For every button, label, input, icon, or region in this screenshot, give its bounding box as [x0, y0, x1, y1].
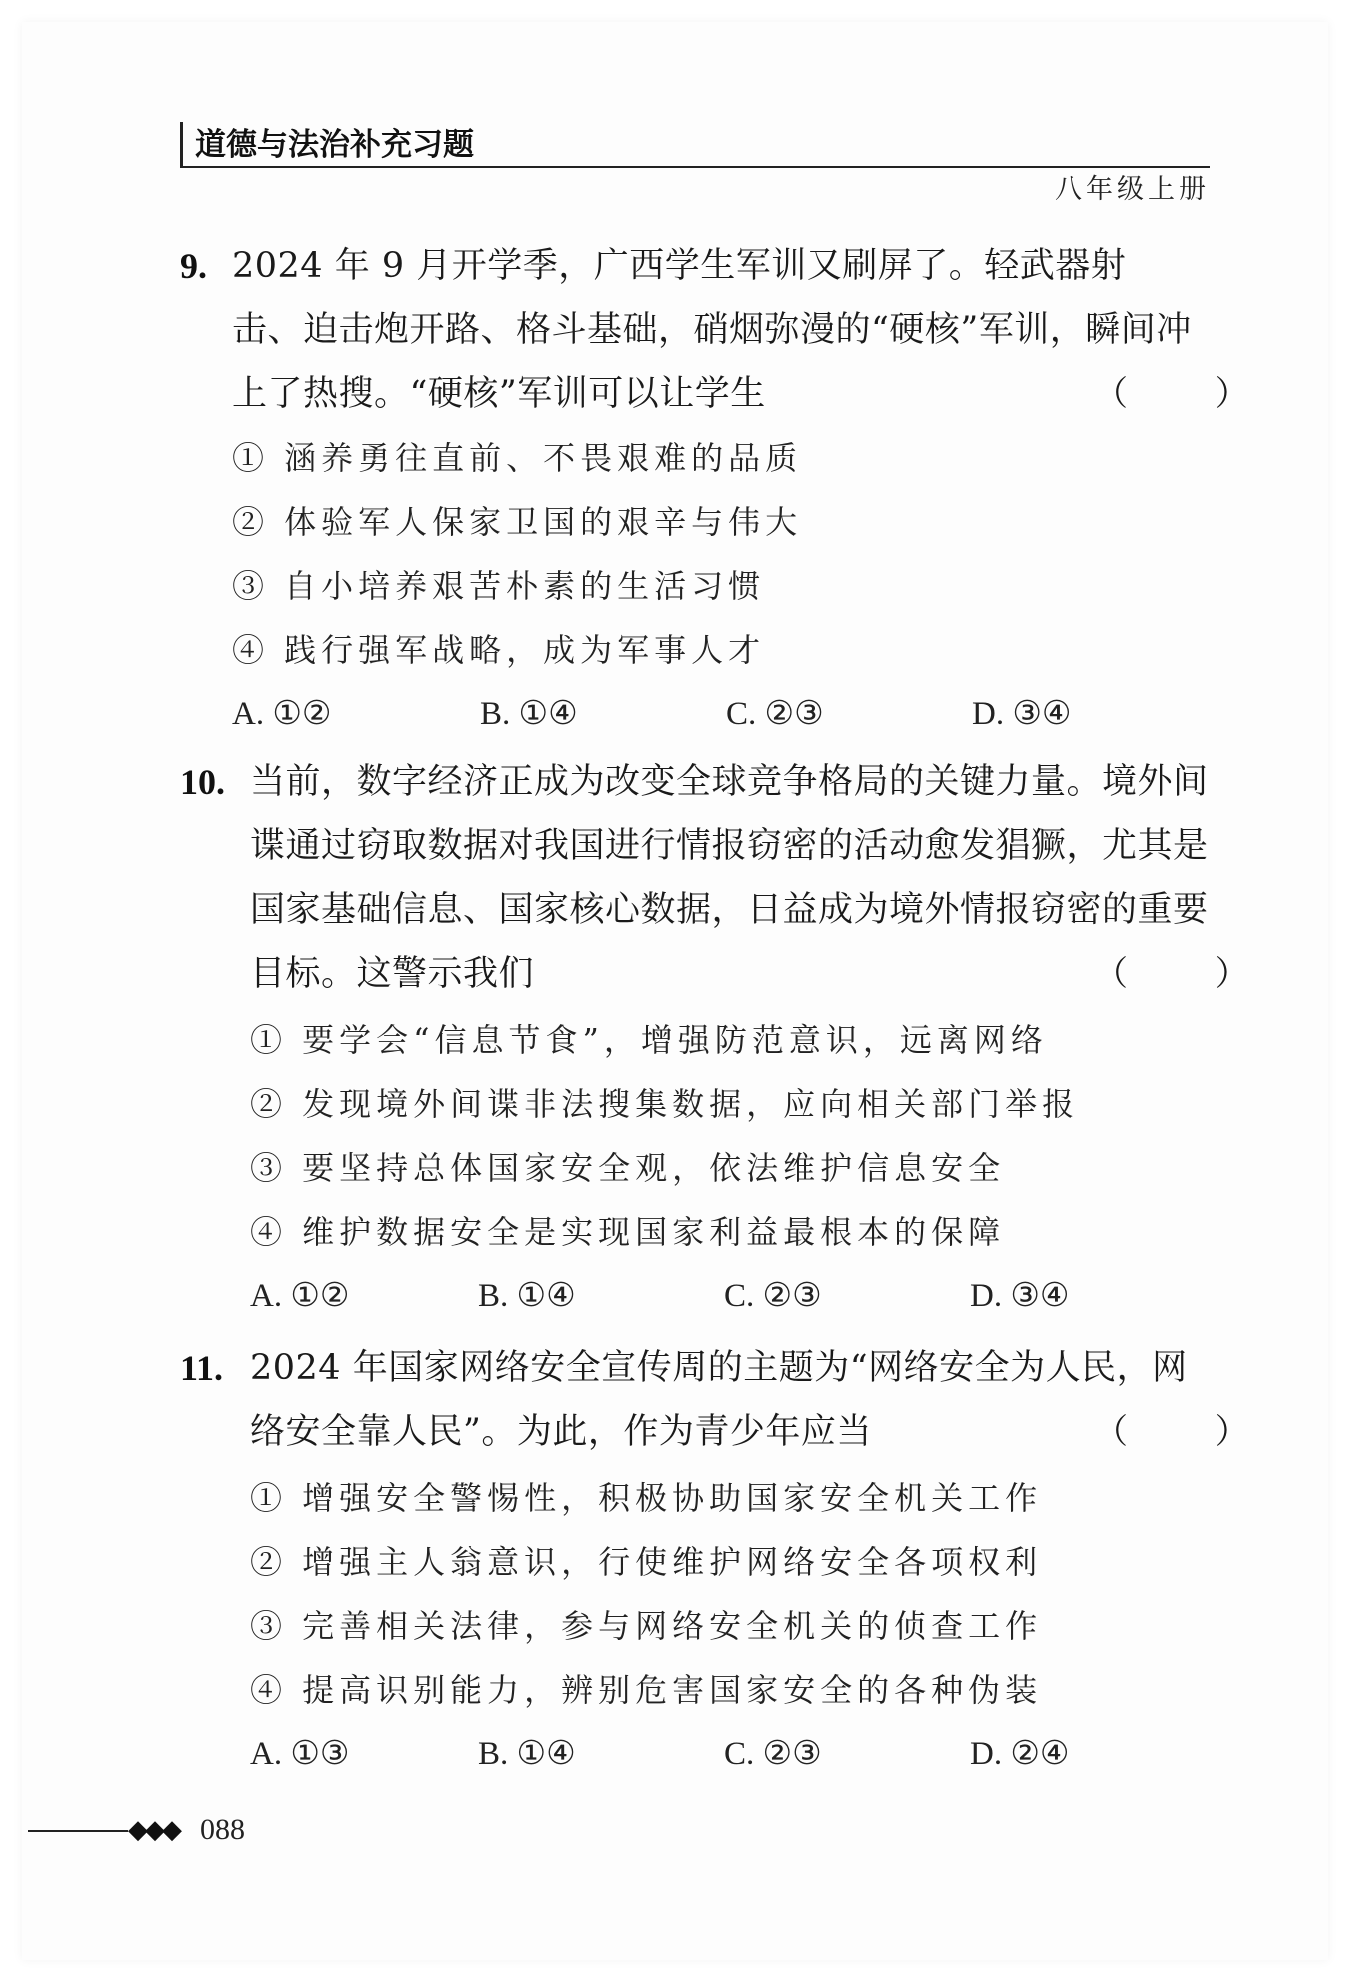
option-3: ③ 要坚持总体国家安全观，依法维护信息安全 [250, 1149, 1006, 1187]
option-2: ② 体验军人保家卫国的艰辛与伟大 [232, 503, 803, 541]
choice-d[interactable]: D. ②④ [970, 1736, 1070, 1772]
choice-a[interactable]: A. ①③ [250, 1736, 350, 1772]
option-4: ④ 维护数据安全是实现国家利益最根本的保障 [250, 1213, 1006, 1251]
question-number: 10. [180, 762, 225, 802]
choice-a[interactable]: A. ①② [232, 696, 332, 732]
grade-label: 八年级上册 [1055, 174, 1210, 205]
option-4: ④ 践行强军战略，成为军事人才 [232, 631, 766, 669]
choice-c[interactable]: C. ②③ [724, 1278, 822, 1314]
option-3: ③ 完善相关法律，参与网络安全机关的侦查工作 [250, 1607, 1043, 1645]
choice-b[interactable]: B. ①④ [478, 1736, 576, 1772]
option-1: ① 涵养勇往直前、不畏艰难的品质 [232, 439, 803, 477]
choice-b[interactable]: B. ①④ [478, 1278, 576, 1314]
option-3: ③ 自小培养艰苦朴素的生活习惯 [232, 567, 766, 605]
choice-d[interactable]: D. ③④ [970, 1278, 1070, 1314]
option-2: ② 发现境外间谍非法搜集数据，应向相关部门举报 [250, 1085, 1080, 1123]
answer-bracket[interactable]: （ ） [1094, 954, 1287, 994]
choice-b[interactable]: B. ①④ [480, 696, 578, 732]
footer-rule [28, 1830, 128, 1832]
question-stem: 2024 年 9 月开学季，广西学生军训又刷屏了。轻武器射击、迫击炮开路、格斗基础，硝烟弥漫的“硬核”军训，瞬间冲上了热搜。“硬核”军训可以让学生 [232, 246, 1192, 414]
option-4: ④ 提高识别能力，辨别危害国家安全的各种伪装 [250, 1671, 1043, 1709]
option-1: ① 要学会“信息节食”，增强防范意识，远离网络 [250, 1021, 1048, 1059]
page-number: 088 [200, 1813, 245, 1846]
footer-diamond-icon: ◆◆◆ [128, 1815, 179, 1845]
answer-bracket[interactable]: （ ） [1094, 1412, 1287, 1452]
choice-a[interactable]: A. ①② [250, 1278, 350, 1314]
question-stem: 2024 年国家网络安全宣传周的主题为“网络安全为人民，网络安全靠人民”。为此，作为青少年应当 [250, 1348, 1188, 1452]
answer-bracket[interactable]: （ ） [1094, 374, 1287, 414]
option-2: ② 增强主人翁意识，行使维护网络安全各项权利 [250, 1543, 1043, 1581]
question-number: 11. [180, 1348, 224, 1388]
choice-d[interactable]: D. ③④ [972, 696, 1072, 732]
book-title: 道德与法治补充习题 [180, 122, 474, 168]
choice-c[interactable]: C. ②③ [726, 696, 824, 732]
question-stem: 当前，数字经济正成为改变全球竞争格局的关键力量。境外间谍通过窃取数据对我国进行情报窃密的活动愈发猖獗，尤其是国家基础信息、国家核心数据，日益成为境外情报窃密的重要目标。这警示我们 [250, 762, 1209, 994]
option-1: ① 增强安全警惕性，积极协助国家安全机关工作 [250, 1479, 1043, 1517]
question-number: 9. [180, 246, 207, 286]
choice-c[interactable]: C. ②③ [724, 1736, 822, 1772]
